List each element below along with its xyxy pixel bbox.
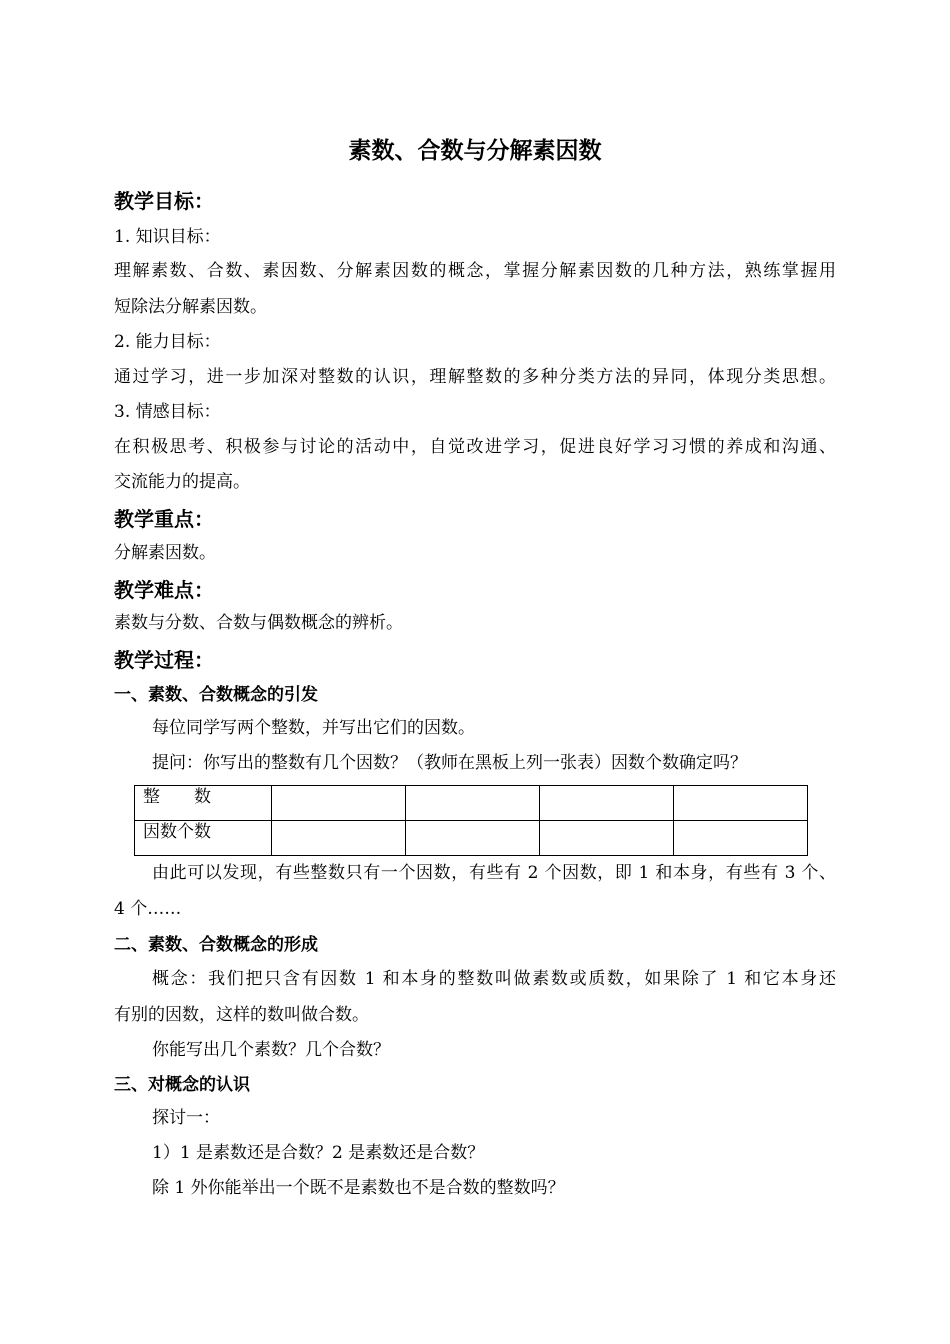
section-2-paragraph-1-line-1: 概念：我们把只含有因数 1 和本身的整数叫做素数或质数，如果除了 1 和它本身还	[152, 969, 836, 989]
section-3-heading: 三、对概念的认识	[114, 1075, 250, 1095]
emotion-objective-label: 3. 情感目标：	[114, 402, 221, 422]
table-cell	[272, 786, 406, 821]
section-1-heading: 一、素数、合数概念的引发	[114, 685, 318, 705]
factor-count-table	[134, 785, 808, 856]
table-row	[135, 821, 808, 856]
section-1-paragraph-2: 提问：你写出的整数有几个因数？（教师在黑板上列一张表）因数个数确定吗？	[152, 753, 747, 773]
table-cell	[406, 786, 540, 821]
knowledge-objective-line-2: 短除法分解素因数。	[114, 297, 267, 317]
difficulty-text: 素数与分数、合数与偶数概念的辨析。	[114, 613, 403, 633]
key-point-heading: 教学重点：	[114, 507, 214, 531]
table-row-label-factor-count: 因数个数	[135, 821, 272, 856]
section-2-heading: 二、素数、合数概念的形成	[114, 935, 318, 955]
table-cell	[272, 821, 406, 856]
section-3-paragraph-3: 除 1 外你能举出一个既不是素数也不是合数的整数吗？	[152, 1178, 565, 1198]
page-title: 素数、合数与分解素因数	[348, 138, 602, 164]
key-point-text: 分解素因数。	[114, 543, 216, 563]
section-3-paragraph-2: 1）1 是素数还是合数？2 是素数还是合数？	[152, 1143, 485, 1163]
table-cell	[540, 821, 674, 856]
section-1-paragraph-1: 每位同学写两个整数，并写出它们的因数。	[152, 718, 475, 738]
table-row	[135, 786, 808, 821]
process-heading: 教学过程：	[114, 648, 214, 672]
table-cell	[674, 786, 808, 821]
section-2-paragraph-2: 你能写出几个素数？几个合数？	[152, 1040, 390, 1060]
knowledge-objective-label: 1. 知识目标：	[114, 227, 221, 247]
table-row-label-integer: 整 数	[135, 786, 272, 821]
section-2-paragraph-1-line-2: 有别的因数，这样的数叫做合数。	[114, 1005, 369, 1025]
section-1-paragraph-3-line-2: 4 个……	[114, 899, 182, 919]
objectives-heading: 教学目标：	[114, 189, 214, 213]
difficulty-heading: 教学难点：	[114, 578, 214, 602]
table-cell	[406, 821, 540, 856]
ability-objective-label: 2. 能力目标：	[114, 332, 221, 352]
knowledge-objective-line-1: 理解素数、合数、素因数、分解素因数的概念，掌握分解素因数的几种方法，熟练掌握用	[114, 261, 836, 281]
table-cell	[674, 821, 808, 856]
table-cell	[540, 786, 674, 821]
section-3-paragraph-1: 探讨一：	[152, 1108, 220, 1128]
section-1-paragraph-3-line-1: 由此可以发现，有些整数只有一个因数，有些有 2 个因数，即 1 和本身，有些有 3 个、	[152, 863, 836, 883]
ability-objective-line-1: 通过学习，进一步加深对整数的认识，理解整数的多种分类方法的异同，体现分类思想。	[114, 367, 836, 387]
emotion-objective-line-2: 交流能力的提高。	[114, 472, 250, 492]
emotion-objective-line-1: 在积极思考、积极参与讨论的活动中，自觉改进学习，促进良好学习习惯的养成和沟通、	[114, 437, 836, 457]
